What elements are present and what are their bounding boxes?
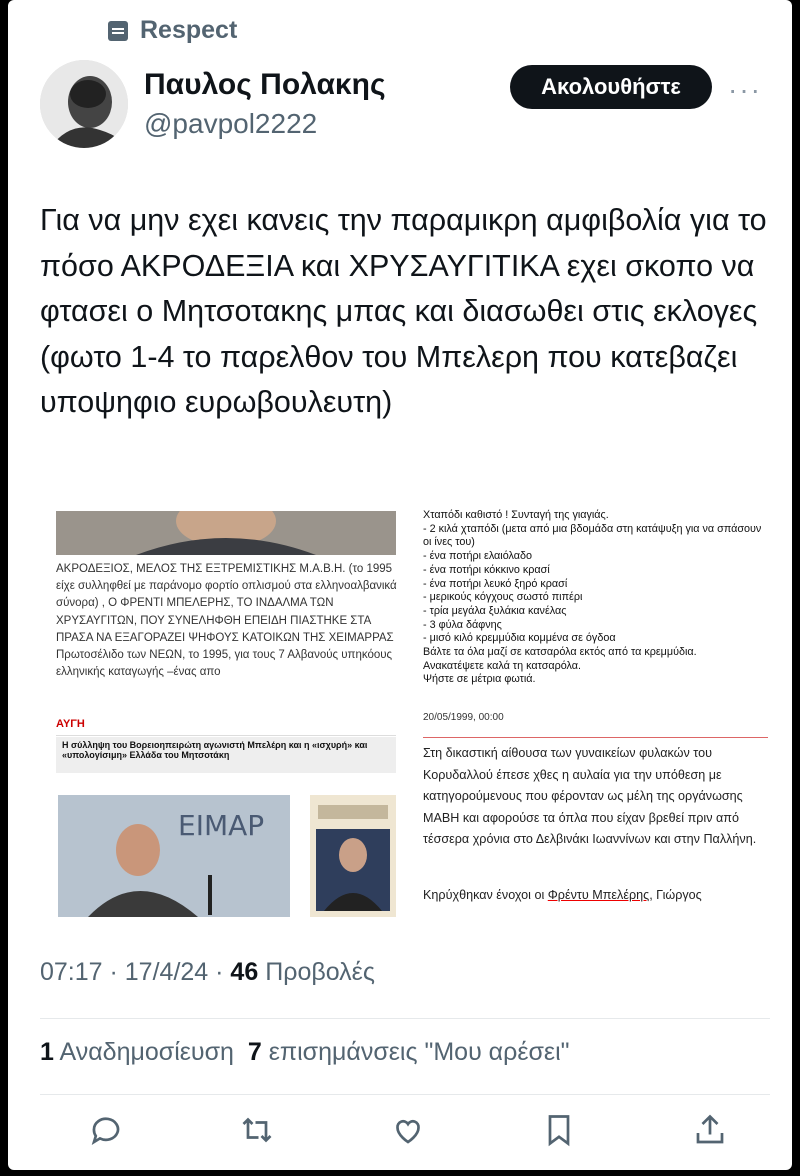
tweet-card bbox=[8, 0, 792, 1170]
reposts-label[interactable]: Αναδημοσίευση bbox=[59, 1038, 234, 1066]
recipe-line: - ένα ποτήρι κόκκινο κρασί bbox=[423, 563, 550, 576]
news-headline: Η σύλληψη του Βορειοηπειρώτη αγωνιστή Μπελέρη και η «ισχυρή» και «υπολογίσιμη» Ελλάδα του Μητσοτάκη bbox=[56, 737, 396, 773]
scan-text-block: ΑΚΡΟΔΕΞΙΟΣ, ΜΕΛΟΣ ΤΗΣ ΕΞΤΡΕΜΙΣΤΙΚΗΣ Μ.Α.Β.Η. (το 1995 είχε συλληφθεί με παράνομο φορτίο οπλισμού στα ελληνοαλβανικά σύνορα) , Ο ΦΡΕΝΤΙ ΜΠΕΛΕΡΗΣ, ΤΟ ΙΝΔΑΛΜΑ ΤΩΝ ΧΡΥΣΑΥΓΙΤΩΝ, ΠΟΥ ΣΥΝΕΛΗΦΘΗ ΕΠΕΙΔΗ ΠΙΑΣΤΗΚΕ ΣΤΑ ΠΡΑΣΑ ΝΑ ΕΞΑΓΟΡΑΖΕΙ ΨΗΦΟΥΣ ΚΑΤΟΙΚΩΝ ΤΗΣ ΧΕΙΜΑΡΡΑΣ Πρωτοσέλιδο των ΝΕΩΝ, το 1995, για τους 7 Αλβανούς υπηκόους ελληνικής καταγωγής –ένας απο bbox=[56, 563, 397, 679]
views-label: Προβολές bbox=[265, 958, 375, 986]
recipe-line: - μερικούς κόγχους σωστό πιπέρι bbox=[423, 591, 583, 604]
tweet-stats bbox=[40, 1038, 570, 1067]
social-context-label: Respect bbox=[140, 16, 238, 44]
tweet-time[interactable]: 07:17 bbox=[40, 958, 103, 986]
recipe-line: - 2 κιλά χταπόδι (μετα από μια βδομάδα στη κατάψυξη για να σπάσουν οι ίνες του) bbox=[423, 522, 762, 549]
avatar[interactable] bbox=[40, 60, 128, 148]
recipe-line: - τρία μεγάλα ξυλάκια κανέλας bbox=[423, 604, 567, 617]
bookmark-icon[interactable] bbox=[541, 1112, 577, 1148]
author-name[interactable]: Παυλος Πολακης bbox=[144, 68, 386, 101]
list-icon bbox=[108, 21, 128, 41]
recipe-line: - 3 φύλα δάφνης bbox=[423, 618, 502, 631]
social-context[interactable] bbox=[108, 16, 237, 45]
action-bar bbox=[88, 1112, 728, 1148]
recipe-line: Ανακατέψετε καλά τη κατσαρόλα. bbox=[423, 659, 582, 672]
book-cover bbox=[310, 795, 396, 917]
follow-button[interactable]: Ακολουθήστε bbox=[510, 65, 712, 109]
divider bbox=[40, 1094, 770, 1095]
tweet-meta: 07:17 · 17/4/24 · 46 Προβολές bbox=[40, 958, 375, 986]
tweet-media[interactable] bbox=[48, 505, 768, 917]
recipe-line: - ένα ποτήρι λευκό ξηρό κρασί bbox=[423, 577, 568, 590]
media-left-image[interactable] bbox=[48, 505, 396, 917]
likes-label[interactable]: επισημάνσεις "Μου αρέσει" bbox=[268, 1038, 570, 1066]
divider bbox=[40, 1018, 770, 1019]
recipe-line: - ένα ποτήρι ελαιόλαδο bbox=[423, 550, 532, 563]
accused-suffix: , Γιώργος bbox=[649, 888, 702, 902]
author-handle[interactable]: @pavpol2222 bbox=[144, 108, 318, 139]
news-logo: ΑΥΓΗ bbox=[56, 718, 85, 730]
speaker-photo bbox=[58, 795, 290, 917]
recipe-line: Ψήστε σε μέτρια φωτιά. bbox=[423, 673, 536, 686]
tweet-date[interactable]: 17/4/24 bbox=[124, 958, 209, 986]
recipe-line: Βάλτε τα όλα μαζί σε κατσαρόλα εκτός από τα κρεμμύδια. bbox=[423, 646, 697, 659]
accused-prefix: Κηρύχθηκαν ένοχοι οι bbox=[423, 888, 548, 902]
reply-icon[interactable] bbox=[88, 1112, 124, 1148]
views-count: 46 bbox=[230, 958, 259, 986]
reposts-count[interactable]: 1 bbox=[40, 1038, 54, 1066]
accused-line bbox=[423, 888, 768, 902]
media-right-image[interactable] bbox=[413, 505, 768, 917]
svg-text:ΕΙΜΑΡ: ΕΙΜΑΡ bbox=[178, 809, 265, 842]
accused-name: Φρέντυ Μπελέρης bbox=[547, 888, 650, 902]
tweet-text: Για να μην εχει κανεις την παραμικρη αμφιβολία για το πόσο ΑΚΡΟΔΕΞΙΑ και ΧΡΥΣΑΥΓΙΤΙΚΑ εχει σκοπο να φτασει ο Μητσοτακης μπας και διασωθει στις εκλογες (φωτο 1-4 το παρελθον του Μπελερη που κατεβαζει υποψηφιο ευρωβουλευτη) bbox=[40, 203, 767, 419]
recipe-line: Χταπόδι καθιστό ! Συνταγή της γιαγιάς. bbox=[423, 509, 609, 521]
recipe-line: - μισό κιλό κρεμμύδια κομμένα σε όγδοα bbox=[423, 632, 616, 645]
repost-icon[interactable] bbox=[239, 1112, 275, 1148]
article-date: 20/05/1999, 00:00 bbox=[423, 712, 504, 723]
share-icon[interactable] bbox=[692, 1112, 728, 1148]
like-icon[interactable] bbox=[390, 1112, 426, 1148]
recipe-text bbox=[423, 509, 768, 687]
divider bbox=[423, 737, 768, 738]
portrait-photo bbox=[56, 511, 396, 555]
more-options-icon[interactable]: ··· bbox=[728, 74, 762, 105]
news-header bbox=[56, 713, 396, 736]
likes-count[interactable]: 7 bbox=[247, 1038, 262, 1066]
article-text: Στη δικαστική αίθουσα των γυναικείων φυλακών του Κορυδαλλού έπεσε χθες η αυλαία για την υπόθεση με κατηγορούμενους που φέρονταν ως μέλη της οργάνωσης ΜΑΒΗ και αφορούσε τα όπλα που είχαν βρεθεί πριν από τέσσερα χρόνια στο Δελβινάκι Ιωαννίνων και στην Παλλήνη. bbox=[423, 746, 757, 846]
